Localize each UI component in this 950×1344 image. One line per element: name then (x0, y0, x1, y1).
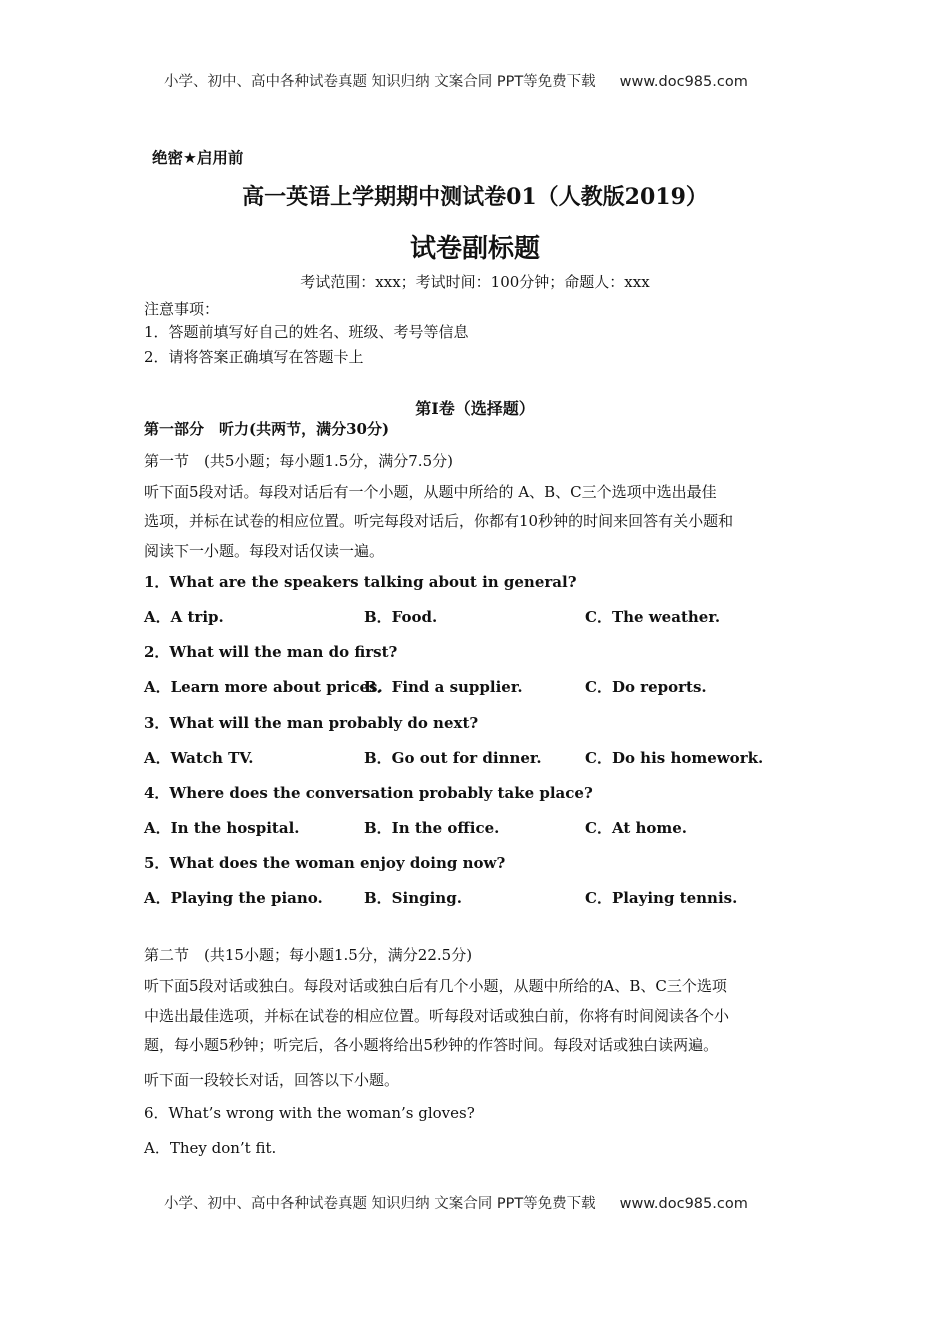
q4-option-c: C．At home. (585, 819, 688, 837)
q2-option-c: C．Do reports. (585, 678, 707, 696)
question-1: 1．What are the speakers talking about in general? (144, 573, 577, 591)
question-3: 3．What will the man probably do next? (144, 714, 479, 732)
question-4: 4．Where does the conversation probably take place? (144, 784, 593, 802)
q3-option-b: B．Go out for dinner. (364, 749, 542, 767)
q6-option-a: A．They don’t fit. (144, 1139, 277, 1157)
part1-title: 第一部分 听力(共两节，满分30分) (144, 420, 390, 438)
section1-instr-2: 选项，并标在试卷的相应位置。听完每段对话后，你都有10秒钟的时间来回答有关小题和 (144, 512, 734, 530)
q2-option-b: B．Find a supplier. (364, 678, 523, 696)
notice-item-2: 2．请将答案正确填写在答题卡上 (144, 348, 364, 366)
q5-option-c: C．Playing tennis. (585, 889, 738, 907)
q3-option-c: C．Do his homework. (585, 749, 764, 767)
section2-instr-3: 题，每小题5秒钟；听完后，各小题将给出5秒钟的作答时间。每段对话或独白读两遍。 (144, 1036, 719, 1054)
q5-option-b: B．Singing. (364, 889, 462, 907)
q1-option-b: B．Food. (364, 608, 438, 626)
section1-instr-3: 阅读下一小题。每段对话仅读一遍。 (144, 542, 385, 560)
page-footer (164, 1192, 748, 1213)
volume-title: 第I卷（选择题） (415, 399, 535, 418)
notice-heading: 注意事项： (144, 300, 220, 318)
header-text: 小学、初中、高中各种试卷真题 知识归纳 文案合同 PPT等免费下载 (164, 74, 596, 90)
section2-title: 第二节 (共15小题；每小题1.5分，满分22.5分) (144, 946, 473, 964)
section2-instr-2: 中选出最佳选项，并标在试卷的相应位置。听每段对话或独白前，你将有时间阅读各个小 (144, 1007, 730, 1025)
q4-option-a: A．In the hospital. (144, 819, 300, 837)
footer-text: 小学、初中、高中各种试卷真题 知识归纳 文案合同 PPT等免费下载 (164, 1196, 596, 1212)
section1-instr-1: 听下面5段对话。每段对话后有一个小题，从题中所给的 A、B、C三个选项中选出最佳 (144, 483, 717, 501)
exam-subtitle: 试卷副标题 (409, 234, 540, 264)
q5-option-a: A．Playing the piano. (144, 889, 323, 907)
notice-item-1: 1．答题前填写好自己的姓名、班级、考号等信息 (144, 323, 469, 341)
exam-info: 考试范围：xxx；考试时间：100分钟；命题人：xxx (300, 273, 650, 291)
exam-title: 高一英语上学期期中测试卷01（人教版2019） (242, 184, 708, 210)
q2-option-a: A．Learn more about prices. (144, 678, 383, 696)
secret-label: 绝密★启用前 (152, 149, 244, 167)
page-header (164, 70, 748, 91)
q1-option-c: C．The weather. (585, 608, 721, 626)
question-6: 6．What’s wrong with the woman’s gloves? (144, 1104, 475, 1122)
section1-title: 第一节 (共5小题；每小题1.5分，满分7.5分) (144, 452, 453, 470)
section2-instr-1: 听下面5段对话或独白。每段对话或独白后有几个小题，从题中所给的A、B、C三个选项 (144, 977, 727, 995)
q1-option-a: A．A trip. (144, 608, 224, 626)
q3-option-a: A．Watch TV. (144, 749, 254, 767)
header-url[interactable]: www.doc985.com (619, 74, 748, 90)
question-5: 5．What does the woman enjoy doing now? (144, 854, 506, 872)
footer-url[interactable]: www.doc985.com (619, 1196, 748, 1212)
q4-option-b: B．In the office. (364, 819, 500, 837)
section2-lead: 听下面一段较长对话，回答以下小题。 (144, 1071, 400, 1089)
question-2: 2．What will the man do first? (144, 643, 398, 661)
